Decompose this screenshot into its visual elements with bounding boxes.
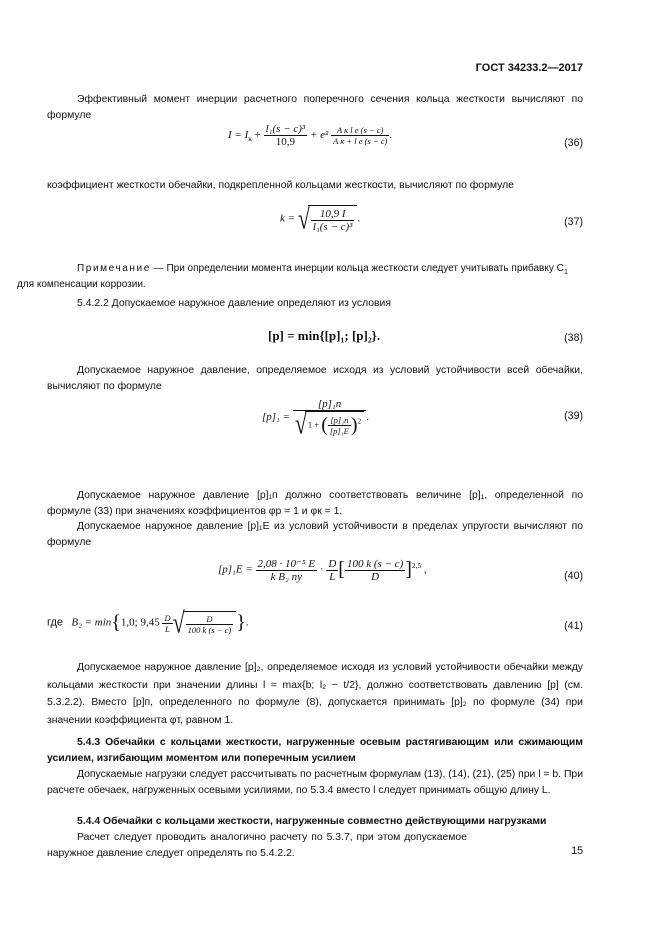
section-5-4-3-title: 5.4.3 Обечайки с кольцами жесткости, нагруженные осевым растягивающим или сжимающим усилием, изгибающим моментом или поперечным усилием	[47, 737, 583, 764]
equation-41-number: (41)	[564, 620, 583, 632]
eq40-end: ,	[424, 563, 427, 576]
eq36-end: .	[389, 129, 393, 142]
paragraph-whole-shell-pressure: Допускаемое наружное давление, определяемое исходя из условий устойчивости всей обечайки, вычисляют по формуле	[47, 365, 583, 392]
eq40-lhs: [p]₁E =	[218, 563, 253, 576]
eq40-bden: D	[371, 570, 380, 583]
eq36-den2: A к + l е (s − c)	[333, 136, 388, 146]
eq39-inner-fraction	[328, 415, 351, 436]
equation-38-number: (38)	[564, 332, 583, 344]
equation-37-number: (37)	[564, 216, 583, 228]
eq36-plus: +	[254, 129, 261, 142]
sqrt-sign-icon: √	[294, 406, 307, 441]
eq41-body: 1,0; 9,45	[120, 616, 160, 629]
eq36-lhs-sub: к	[248, 134, 252, 144]
eq41-fn: D	[164, 612, 171, 623]
eq37-fraction	[311, 208, 355, 233]
eq41-lhs: B₂ = min	[71, 616, 112, 629]
paragraph-p1n: Допускаемое наружное давление [p]₁п должно соответствовать величине [p]₁, определенной по формуле (33) при значениях коэффициентов φр = 1 и φк = 1.	[47, 490, 583, 517]
eq41-fraction-2	[186, 614, 234, 635]
eq39-end: .	[366, 411, 370, 424]
eq37-end: .	[357, 212, 361, 225]
equation-36	[228, 123, 392, 148]
eq41-rnum: D	[186, 614, 234, 625]
eq40-fn: D	[328, 557, 337, 570]
section-5-4-4-text: Расчет следует проводить аналогично расчету по 5.3.7, при этом допускаемое наружное давление следует определять по 5.4.2.2.	[47, 832, 467, 859]
equation-36-number: (36)	[564, 137, 583, 149]
eq40-fraction-3	[345, 558, 405, 583]
eq41-fraction-1	[162, 613, 172, 634]
eq37-num: 10,9 I	[311, 208, 355, 221]
equation-41: где B₂ = min{1,0; 9,45 $\frac{D}{L}$ √ $\frac{D}{100 k (s - c)}$ }.	[47, 605, 249, 640]
clause-5-4-2-2: 5.4.2.2 Допускаемое наружное давление определяют из условия	[77, 298, 391, 309]
eq37-den: l₁(s − c)³	[312, 221, 353, 233]
eq37-lhs: k =	[280, 212, 296, 225]
eq39-den-num: [p]₁п	[328, 415, 351, 426]
eq41-fd: L	[165, 623, 170, 634]
paragraph-p1e: Допускаемое наружное давление [p]₁E из условий устойчивости в пределах упругости вычисляют по формуле	[47, 521, 583, 548]
equation-39	[262, 398, 370, 441]
sqrt-sign-icon: √	[297, 201, 310, 236]
eq36-e2: + e²	[309, 129, 329, 142]
section-5-4-4-title: 5.4.4 Обечайки с кольцами жесткости, нагруженные совместно действующими нагрузками	[77, 816, 547, 827]
eq36-lhs: I = I	[228, 129, 249, 142]
paragraph-p2: Допускаемое наружное давление [p]₂, определяемое исходя из условий устойчивости обечайки между кольцами жесткости при значении длины l = max{b; l₂ − t/2}, должно соответствовать давлению [p] (см. 5.3.2.2). Вместо [p]п, определенного по формуле (8), допускается принимать [p]₂ по формуле (34) при значении коэффициента φт, равном 1.	[47, 662, 583, 726]
note	[17, 262, 583, 291]
eq40-fraction-2	[326, 558, 338, 583]
section-5-4-3-text: Допускаемые нагрузки следует рассчитывать по расчетным формулам (13), (14), (21), (25) при l = b. При расчете обечаек, нагруженных осевыми усилиями, по 5.3.4 вместо l следует принимать общую длину L.	[47, 769, 583, 796]
eq36-fraction-2	[331, 125, 389, 146]
paragraph-inertia-intro: Эффективный момент инерции расчетного поперечного сечения кольца жесткости вычисляют по формуле	[47, 94, 583, 121]
eq41-end: .	[245, 616, 249, 629]
equation-38: [p] = min{[p]₁; [p]₂}.	[268, 328, 381, 343]
note-label: Примечание	[77, 263, 151, 274]
eq36-den1: 10,9	[275, 136, 296, 148]
eq36-num2: A к l е (s − c)	[331, 125, 389, 136]
page-number: 15	[571, 845, 583, 857]
standard-header: ГОСТ 34233.2—2017	[475, 62, 583, 74]
note-text: — При определении момента инерции кольца жесткости следует учитывать прибавку C	[150, 263, 564, 274]
eq36-num1: l₁(s − c)³	[265, 123, 306, 135]
eq41-prefix: где	[47, 616, 64, 629]
eq40-fd: L	[329, 570, 336, 583]
eq40-mid: ·	[319, 563, 324, 576]
eq39-fraction	[293, 398, 366, 441]
eq40-bnum: 100 k (s − c)	[346, 557, 404, 570]
eq41-rden: 100 k (s − c)	[187, 625, 232, 635]
eq39-num: [p]₁п	[293, 398, 366, 411]
eq40-fraction-1	[256, 557, 318, 583]
equation-40: [p]₁E = $\frac{\text{2,08 · 10⁻⁵ E}}{\text{k B₂ nу}}$ · $\frac{D}{L}$ [ $\frac{100 k (s - c)}{D}$ ]$^{2,5}$ ,	[218, 557, 427, 583]
eq39-den-a: 1 +	[307, 419, 320, 430]
note-sub: 1	[563, 267, 569, 276]
eq39-lhs: [p]₁ =	[262, 411, 291, 424]
eq39-den-den: [p]₁E	[329, 426, 349, 436]
eq39-den: √1 + ( $\frac{\text{[p]₁п}}{\text{[p]₁E}}$ )$^2$	[293, 411, 366, 437]
note-text-2: для компенсации коррозии.	[17, 279, 146, 290]
sqrt-sign-icon: √	[172, 605, 185, 640]
eq36-fraction-1	[264, 123, 308, 148]
equation-40-number: (40)	[564, 570, 583, 582]
eq40-num: 2,08 · 10⁻⁵ E	[257, 558, 316, 570]
eq40-pow: 2,5	[411, 560, 422, 570]
eq40-den: k B₂ nу	[270, 571, 302, 583]
equation-39-number: (39)	[564, 410, 583, 422]
paragraph-stiffness-coefficient: коэффициент жесткости обечайки, подкрепленной кольцами жесткости, вычисляют по формуле	[47, 180, 514, 191]
equation-37	[280, 201, 361, 236]
